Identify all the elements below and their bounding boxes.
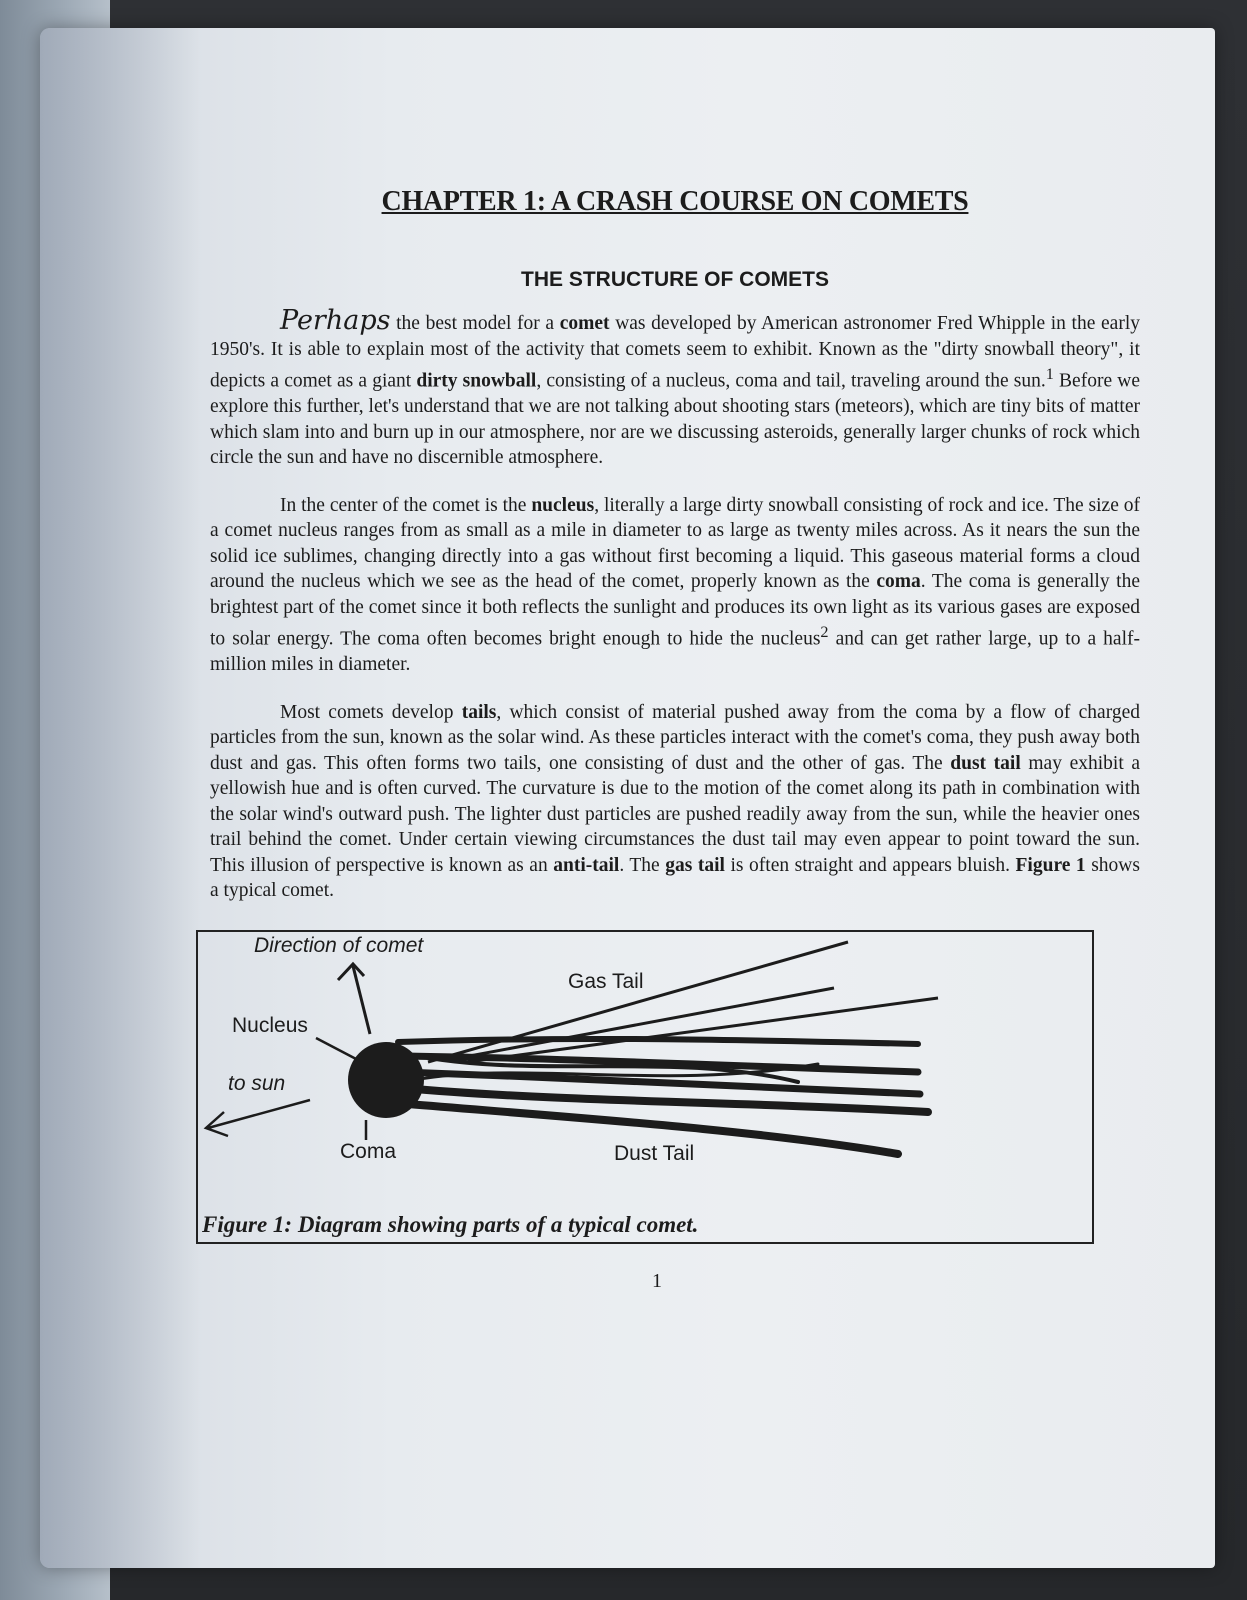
page-number: 1 (652, 1269, 662, 1292)
term-comet: comet (559, 313, 610, 334)
text-run: , literally a large dirty snowball consisting of rock and ice. The size of a comet nucleus ranges from as small as a mile in diameter to as large as twenty miles across. As it nears the sun the solid ice sublimes, changing directly into a gas without first becoming a liquid. This gaseous material forms a cloud around the nucleus which we see as the head of the comet, properly known as the (210, 494, 1140, 592)
text-run: In the center of the comet is the (280, 494, 532, 516)
term-dust-tail: dust tail (950, 752, 1021, 774)
text-run: . The coma is generally the brightest part of the comet since it both reflects the sunlight and produces its own light as its various gases are exposed to solar energy. The coma often becomes bright enough to hide the nucleus (210, 571, 1140, 650)
paragraph-2 (210, 493, 1140, 678)
text-run: may exhibit a yellowish hue and is often curved. The curvature is due to the motion of the comet along its path in combination with the solar wind's outward push. The lighter dust particles are pushed readily away from the sun, while the heavier ones trail behind the comet. Under certain viewing circumstances the dust tail may even appear to point toward the sun. This illusion of perspective is known as an (210, 752, 1141, 876)
text-run: is often straight and appears bluish. (724, 854, 1016, 876)
term-tails: tails (461, 701, 497, 723)
label-direction-of-comet: Direction of comet (254, 933, 424, 957)
label-dust-tail: Dust Tail (614, 1141, 695, 1165)
text-run: shows a typical comet. (210, 854, 1140, 901)
text-run: , consisting of a nucleus, coma and tail, traveling around the sun. (536, 370, 1046, 392)
label-to-sun: to sun (228, 1071, 286, 1095)
text-run: , which consist of material pushed away from the coma by a flow of charged particles from the sun, known as the solar wind. As these particles interact with the comet's coma, they push away both dust and gas. This often forms two tails, one consisting of dust and the other of gas. The (210, 701, 1140, 774)
text-run: Most comets develop (280, 701, 462, 723)
comet-figure (196, 930, 1094, 1244)
term-nucleus: nucleus (531, 494, 595, 516)
paragraph-3 (210, 700, 1140, 904)
direction-arrow (338, 964, 370, 1034)
term-anti-tail: anti-tail (553, 854, 620, 876)
figure-caption: Figure 1: Diagram showing parts of a typical comet. (202, 1211, 699, 1237)
nucleus-leader (316, 1038, 358, 1060)
text-run: was developed by American astronomer Fred Whipple in the early 1950's. It is able to explain most of the activity that comets seem to exhibit. Known as the "dirty snowball theory", it depicts a comet as a giant (210, 313, 1141, 392)
label-nucleus: Nucleus (232, 1013, 308, 1037)
term-dirty-snowball: dirty snowball (416, 370, 537, 392)
page-content (202, 148, 1141, 1293)
label-gas-tail: Gas Tail (568, 969, 644, 993)
text-run: Before we explore this further, let's understand that we are not talking about shooting stars (meteors), which are tiny bits of matter which slam into and burn up in our atmosphere, nor are we discussing asteroids, generally larger chunks of rock which circle the sun and have no discernible atmosphere. (210, 370, 1140, 468)
label-coma: Coma (340, 1139, 397, 1163)
dust-tail-bands (398, 1038, 928, 1153)
section-heading: THE STRUCTURE OF COMETS (521, 268, 829, 291)
coma-nucleus (348, 1042, 424, 1118)
figure-reference: Figure 1 (1015, 854, 1086, 876)
lead-word: Perhaps (280, 305, 391, 336)
term-gas-tail: gas tail (665, 854, 725, 876)
to-sun-arrow (206, 1100, 310, 1136)
text-run: and can get rather large, up to a half-million miles in diameter. (210, 628, 1140, 675)
chapter-title: CHAPTER 1: A CRASH COURSE ON COMETS (381, 186, 969, 217)
footnote-marker: 2 (820, 623, 829, 641)
term-coma: coma (876, 571, 921, 592)
text-run: the best model for a (390, 313, 560, 334)
text-run: . The (619, 854, 666, 876)
paragraph-1 (210, 305, 1141, 471)
comet-diagram (198, 932, 1092, 1242)
footnote-marker: 1 (1045, 365, 1054, 383)
book-page (40, 28, 1215, 1568)
